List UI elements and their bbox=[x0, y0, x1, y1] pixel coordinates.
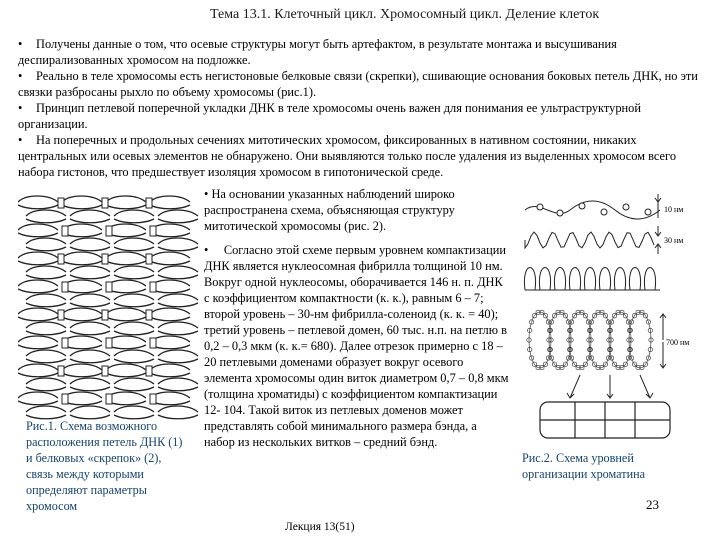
loop-domain bbox=[524, 268, 535, 291]
dna-loop bbox=[18, 233, 58, 237]
dna-loop bbox=[106, 317, 146, 321]
protein-staple bbox=[62, 338, 68, 348]
dna-loop bbox=[18, 345, 58, 349]
bullet-item: • Получены данные о том, что осевые структуры могут быть артефактом, в результате монтажа и высушивания деспирализованных хромосом на подложке. bbox=[18, 37, 617, 67]
dna-loop bbox=[70, 294, 110, 300]
bullet-item: • Реально в теле хромосомы есть негистоновые белковые связи (скрепки), сшивающие основания боковых петель ДНК, но эти связки разбросаны рыхло по объему хромосомы (рис.1). bbox=[18, 69, 698, 99]
dna-loop bbox=[26, 294, 66, 300]
dna-loop bbox=[18, 289, 58, 293]
protein-staple bbox=[146, 310, 152, 320]
dna-loop bbox=[26, 303, 66, 307]
dna-loop bbox=[114, 219, 154, 223]
bullet-marker: • bbox=[18, 37, 23, 51]
coil-turn bbox=[529, 312, 551, 368]
dna-loop bbox=[106, 308, 146, 314]
coil-turn bbox=[549, 312, 571, 368]
dna-loop bbox=[114, 294, 154, 300]
protein-staple bbox=[150, 282, 156, 292]
dna-loop bbox=[106, 196, 146, 202]
bullet-marker: • bbox=[18, 69, 23, 83]
dna-loop bbox=[62, 252, 102, 258]
main-text bbox=[204, 186, 509, 450]
dna-loop bbox=[114, 322, 154, 328]
dna-loop bbox=[18, 364, 58, 370]
loop-domains bbox=[524, 268, 660, 291]
dna-loop bbox=[106, 252, 146, 258]
dna-loop bbox=[70, 322, 110, 328]
dna-loop bbox=[150, 205, 190, 209]
protein-staple bbox=[62, 394, 68, 404]
dna-loop bbox=[62, 196, 102, 202]
dna-loop bbox=[70, 387, 110, 391]
loop-domain bbox=[584, 268, 595, 291]
dna-loop bbox=[150, 373, 190, 377]
dna-loop bbox=[18, 308, 58, 314]
loop-domain bbox=[644, 268, 655, 291]
dna-loop bbox=[158, 266, 198, 272]
figure-1-chromosome-loops bbox=[18, 190, 200, 420]
figure-1-caption: Рис.1. Схема возможного расположения петель ДНК (1) и белковых «скрепок» (2), связь между которыми определяют параметры хромосом bbox=[26, 419, 183, 513]
solenoid-fibril bbox=[525, 232, 654, 248]
bullet-item: • На поперечных и продольных сечениях митотических хромосом, фиксированных в нативном состоянии, никаких центральных или осевых элементов не обнаружено. Они выявляются только после удаления из выделенных хромосом всего набора гистонов, что предшествует изоляция хромосом в гипотонической среде. bbox=[18, 133, 677, 179]
dna-loop bbox=[114, 406, 154, 412]
loop-domain bbox=[569, 268, 580, 291]
dna-loop bbox=[114, 266, 154, 272]
bullet-list bbox=[18, 36, 708, 180]
dna-loop bbox=[158, 331, 198, 335]
dna-loop bbox=[106, 205, 146, 209]
dna-loop bbox=[158, 303, 198, 307]
figure-2-chromatin-levels bbox=[520, 190, 700, 445]
figure-2-caption: Рис.2. Схема уровней организации хроматина bbox=[522, 451, 646, 481]
bullet-marker: • bbox=[204, 243, 209, 257]
dna-loop bbox=[150, 364, 190, 370]
dna-loop bbox=[70, 247, 110, 251]
dna-loop bbox=[18, 196, 58, 202]
protein-staple bbox=[146, 366, 152, 376]
dna-loop bbox=[26, 359, 66, 363]
dna-loop bbox=[158, 322, 198, 328]
dna-loop bbox=[18, 261, 58, 265]
dna-loop bbox=[18, 336, 58, 342]
dna-loop bbox=[62, 317, 102, 321]
main-bullet: • На основании указанных наблюдений широко распространена схема, объясняющая структуру митотической хромосомы (рис. 2). bbox=[204, 187, 455, 233]
bullet-marker: • bbox=[204, 187, 209, 201]
dna-loop bbox=[70, 378, 110, 384]
dna-loop bbox=[26, 350, 66, 356]
nucleosome-fibril bbox=[525, 201, 660, 219]
coil-turn bbox=[569, 312, 591, 368]
protein-staple bbox=[102, 254, 108, 264]
dna-loop bbox=[158, 350, 198, 356]
protein-staple bbox=[102, 366, 108, 376]
dna-loop bbox=[158, 406, 198, 412]
dna-loop bbox=[114, 387, 154, 391]
protein-staple bbox=[62, 282, 68, 292]
protein-staple bbox=[58, 254, 64, 264]
dna-loop bbox=[26, 210, 66, 216]
dna-loop bbox=[158, 378, 198, 384]
protein-staple bbox=[146, 254, 152, 264]
dna-loop bbox=[18, 252, 58, 258]
dna-loop bbox=[18, 401, 58, 405]
dna-loop bbox=[26, 322, 66, 328]
coil-turn bbox=[629, 312, 651, 368]
dna-loop bbox=[26, 406, 66, 412]
loop-domain bbox=[539, 268, 550, 291]
dna-loop bbox=[114, 350, 154, 356]
dna-loop bbox=[62, 364, 102, 370]
dna-loop bbox=[158, 210, 198, 216]
dna-loop bbox=[62, 373, 102, 377]
dna-loop bbox=[150, 261, 190, 265]
page-title: Тема 13.1. Клеточный цикл. Хромосомный цикл. Деление клеток bbox=[210, 7, 600, 22]
dna-loop bbox=[18, 224, 58, 230]
loop-domain bbox=[599, 268, 610, 291]
dna-loop bbox=[70, 266, 110, 272]
chromatid-segment bbox=[540, 402, 670, 438]
protein-staple bbox=[150, 226, 156, 236]
dna-loop bbox=[70, 331, 110, 335]
dna-loop bbox=[70, 238, 110, 244]
protein-staple bbox=[102, 310, 108, 320]
loop-domain bbox=[614, 268, 625, 291]
protein-staple bbox=[58, 198, 64, 208]
dna-loop bbox=[70, 210, 110, 216]
dna-loop bbox=[26, 387, 66, 391]
dna-loop bbox=[158, 219, 198, 223]
protein-staple bbox=[146, 198, 152, 208]
protein-staple bbox=[106, 338, 112, 348]
main-bullet: • Согласно этой схеме первым уровнем компактизации ДНК является нуклеосомная фибрилла толщиной 10 нм. Вокруг одной нуклеосомы, оборачивается 146 н. п. ДНК с коэффициентом компактности (к. к.), равным 6 – 7; второй уровень – 30-нм фибрилла-соленоид (к. к. = 40); третий уровень – петлевой домен, 60 тыс. н.п. на петлю в 0,2 – 0,3 мкм (к. к.= 680). Далее отрезок примерно с 18 – 20 петлевыми доменами образует вокруг осевого элемента хромосомы один виток диаметром 0,7 – 0,8 мкм (толщина хроматиды) с коэффициентом компактизации 12- 104. Такой виток из петлевых доменов может представлять собой минимального размера бэнда, а набор из нескольких витков – средний бэнд. bbox=[204, 243, 509, 449]
dna-loop bbox=[70, 359, 110, 363]
loop-domain bbox=[554, 268, 565, 291]
dna-loop bbox=[158, 247, 198, 251]
protein-staple bbox=[106, 226, 112, 236]
dna-loop bbox=[62, 261, 102, 265]
dna-loop bbox=[114, 275, 154, 279]
dna-loop bbox=[114, 210, 154, 216]
bullet-marker: • bbox=[18, 133, 23, 147]
dna-loop bbox=[106, 373, 146, 377]
bullet-item: • Принцип петлевой поперечной укладки ДНК в теле хромосомы очень важен для понимания ее ультраструктурной организации. bbox=[18, 101, 642, 131]
dna-loop bbox=[114, 238, 154, 244]
dna-loop bbox=[114, 303, 154, 307]
dna-loop bbox=[114, 247, 154, 251]
dna-loop bbox=[158, 294, 198, 300]
dna-loop bbox=[70, 275, 110, 279]
coil-turn bbox=[609, 312, 631, 368]
dna-loop bbox=[70, 350, 110, 356]
dna-loop bbox=[62, 308, 102, 314]
dna-loop bbox=[114, 359, 154, 363]
protein-staple bbox=[58, 310, 64, 320]
dna-loop bbox=[150, 252, 190, 258]
bullet-marker: • bbox=[18, 101, 23, 115]
coil-turn bbox=[589, 312, 611, 368]
dna-loop bbox=[18, 205, 58, 209]
dna-loop bbox=[158, 359, 198, 363]
dna-loop bbox=[70, 219, 110, 223]
protein-staple bbox=[150, 338, 156, 348]
dna-loop bbox=[18, 392, 58, 398]
dna-loop bbox=[114, 378, 154, 384]
dna-loop bbox=[26, 247, 66, 251]
protein-staple bbox=[150, 394, 156, 404]
dna-loop bbox=[26, 275, 66, 279]
loop-domain bbox=[629, 268, 640, 291]
dna-loop bbox=[114, 331, 154, 335]
dna-loop bbox=[70, 303, 110, 307]
page-number: 23 bbox=[646, 497, 659, 512]
dna-loop bbox=[26, 219, 66, 223]
protein-staple bbox=[58, 366, 64, 376]
coiled-fibre bbox=[527, 310, 653, 370]
dna-loop bbox=[26, 266, 66, 272]
label-30nm: 30 нм bbox=[664, 236, 684, 245]
dna-loop bbox=[62, 205, 102, 209]
dna-loop bbox=[26, 331, 66, 335]
dna-loop bbox=[158, 387, 198, 391]
dna-loop bbox=[158, 275, 198, 279]
dna-loop bbox=[150, 317, 190, 321]
dna-loop bbox=[150, 196, 190, 202]
dna-loop bbox=[26, 378, 66, 384]
dna-loop bbox=[18, 317, 58, 321]
protein-staple bbox=[106, 394, 112, 404]
dna-loop bbox=[158, 238, 198, 244]
dna-loop bbox=[106, 364, 146, 370]
dna-loop bbox=[150, 308, 190, 314]
label-700nm: 700 нм bbox=[666, 338, 690, 347]
dna-loop bbox=[70, 406, 110, 412]
dna-loop bbox=[26, 238, 66, 244]
label-10nm: 10 нм bbox=[664, 205, 684, 214]
lecture-footer: Лекция 13(51) bbox=[285, 521, 355, 533]
dna-loop bbox=[106, 261, 146, 265]
protein-staple bbox=[106, 282, 112, 292]
protein-staple bbox=[102, 198, 108, 208]
protein-staple bbox=[62, 226, 68, 236]
dna-loop bbox=[18, 373, 58, 377]
dna-loop bbox=[18, 280, 58, 286]
